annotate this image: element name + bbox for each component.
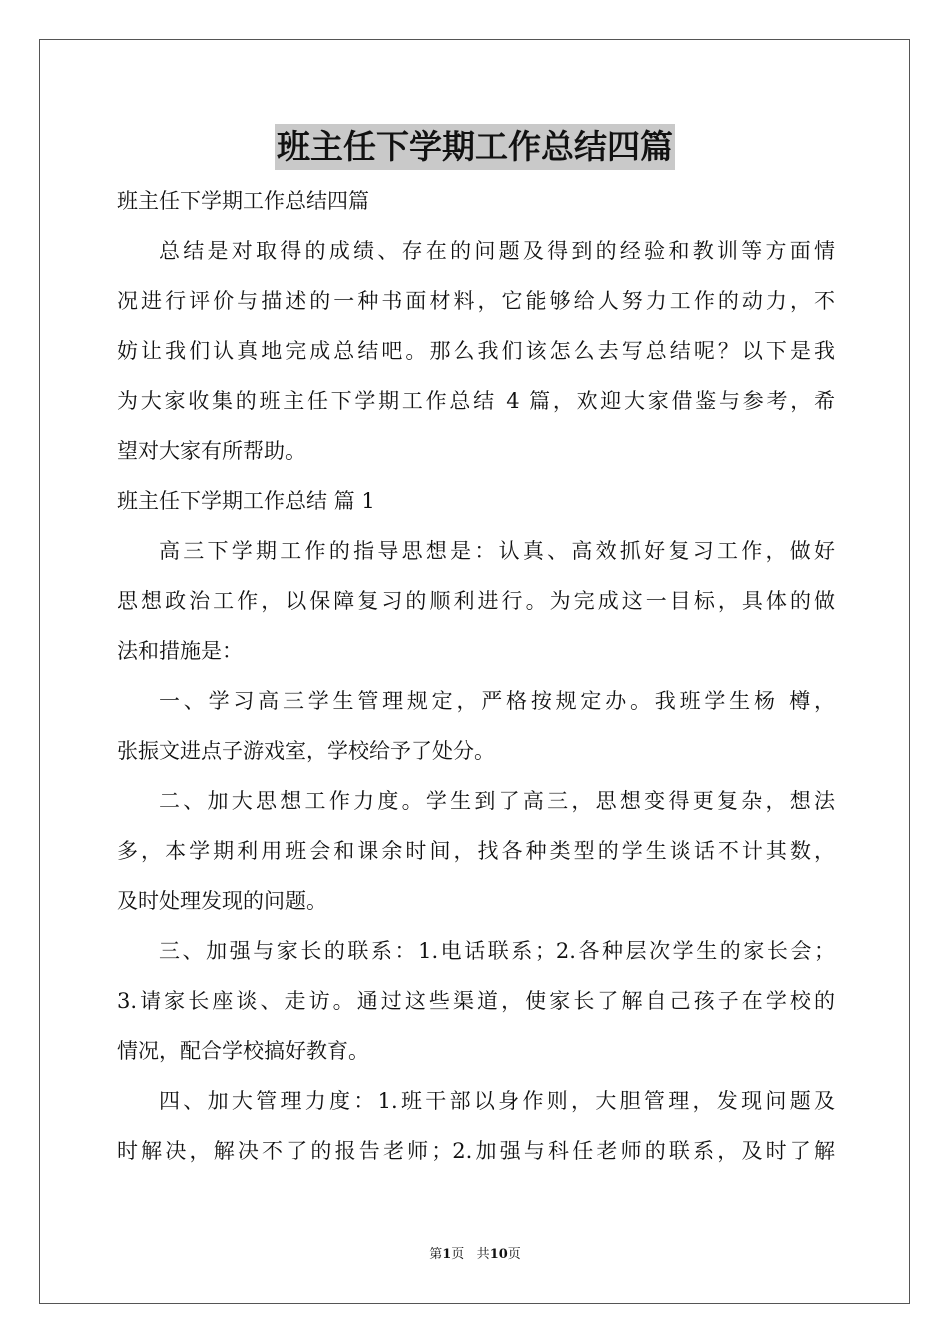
body-line: 四、加大管理力度：1.班干部以身作则，大胆管理，发现问题及: [159, 1089, 835, 1113]
body-line: 时解决，解决不了的报告老师；2.加强与科任老师的联系，及时了解: [117, 1139, 835, 1163]
body-line: 望对大家有所帮助。: [117, 439, 306, 463]
body-line: 二、加大思想工作力度。学生到了高三，思想变得更复杂，想法: [159, 789, 835, 813]
document-body: [117, 176, 835, 1176]
footer-page-suffix: 页: [451, 1247, 465, 1262]
body-line: 及时处理发现的问题。: [117, 889, 327, 913]
page-footer: [0, 1246, 950, 1264]
body-line: 高三下学期工作的指导思想是：认真、高效抓好复习工作，做好: [159, 539, 835, 563]
footer-total-prefix: 共: [476, 1247, 490, 1262]
body-line: 3.请家长座谈、走访。通过这些渠道，使家长了解自己孩子在学校的: [117, 989, 835, 1013]
footer-total-suffix: 页: [507, 1247, 521, 1262]
body-line: 张振文进点子游戏室，学校给予了处分。: [117, 739, 495, 763]
footer-total-pages: 10: [489, 1247, 508, 1262]
body-line: 况进行评价与描述的一种书面材料，它能够给人努力工作的动力，不: [117, 289, 835, 313]
body-line: 三、加强与家长的联系：1.电话联系；2.各种层次学生的家长会；: [159, 939, 835, 963]
body-line: 为大家收集的班主任下学期工作总结 4 篇，欢迎大家借鉴与参考，希: [117, 389, 835, 413]
body-line: 妨让我们认真地完成总结吧。那么我们该怎么去写总结呢？以下是我: [117, 339, 835, 363]
body-line: 班主任下学期工作总结四篇: [117, 189, 369, 213]
document-title: 班主任下学期工作总结四篇: [275, 124, 675, 170]
footer-page-prefix: 第: [429, 1247, 443, 1262]
body-line: 情况，配合学校搞好教育。: [117, 1039, 369, 1063]
body-line: 思想政治工作，以保障复习的顺利进行。为完成这一目标，具体的做: [117, 589, 835, 613]
title-area: [0, 124, 950, 170]
body-line: 法和措施是：: [117, 639, 243, 663]
body-line: 班主任下学期工作总结 篇 1: [117, 489, 375, 513]
body-line: 总结是对取得的成绩、存在的问题及得到的经验和教训等方面情: [159, 239, 835, 263]
body-line: 多，本学期利用班会和课余时间，找各种类型的学生谈话不计其数，: [117, 839, 835, 863]
footer-page-number: 1: [442, 1247, 452, 1262]
body-line: 一、学习高三学生管理规定，严格按规定办。我班学生杨 樽，: [159, 689, 835, 713]
